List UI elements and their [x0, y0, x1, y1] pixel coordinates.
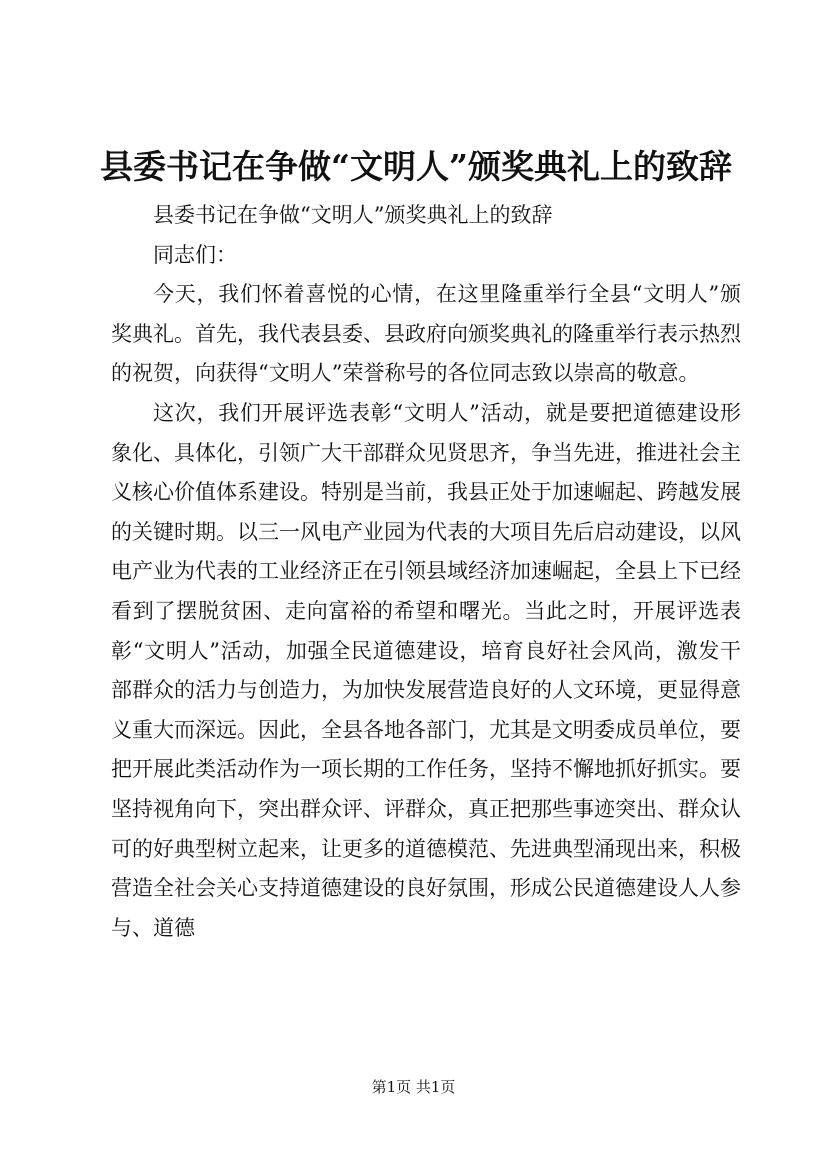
opening-paragraph: 今天，我们怀着喜悦的心情，在这里隆重举行全县“文明人”颁奖典礼。首先，我代表县委、县政府向颁奖典礼的隆重举行表示热烈的祝贺，向获得“文明人”荣誉称号的各位同志致以崇高的敬意。 [111, 282, 741, 386]
main-paragraph: 这次，我们开展评选表彰“文明人”活动，就是要把道德建设形象化、具体化，引领广大干部群众见贤思齐，争当先进，推进社会主义核心价值体系建设。特别是当前，我县正处于加速崛起、跨越发展的关键时期。以三一风电产业园为代表的大项目先后启动建设，以风电产业为代表的工业经济正在引领县域经济加速崛起，全县上下已经看到了摆脱贫困、走向富裕的希望和曙光。当此之时，开展评选表彰“文明人”活动，加强全民道德建设，培育良好社会风尚，激发干部群众的活力与创造力，为加快发展营造良好的人文环境，更显得意义重大而深远。因此，全县各地各部门，尤其是文明委成员单位，要把开展此类活动作为一项长期的工作任务，坚持不懈地抓好抓实。要坚持视角向下，突出群众评、评群众，真正把那些事迹突出、群众认可的好典型树立起来，让更多的道德模范、先进典型涌现出来，积极营造全社会关心支持道德建设的良好氛围，形成公民道德建设人人参与、道德 [111, 400, 741, 940]
document-body [111, 196, 741, 948]
page-footer: 第1页 共1页 [371, 1078, 456, 1096]
subtitle-paragraph: 县委书记在争做“文明人”颁奖典礼上的致辞 [153, 203, 553, 227]
salutation-paragraph: 同志们： [153, 242, 237, 267]
document-title: 县委书记在争做“文明人”颁奖典礼上的致辞 [100, 147, 732, 186]
